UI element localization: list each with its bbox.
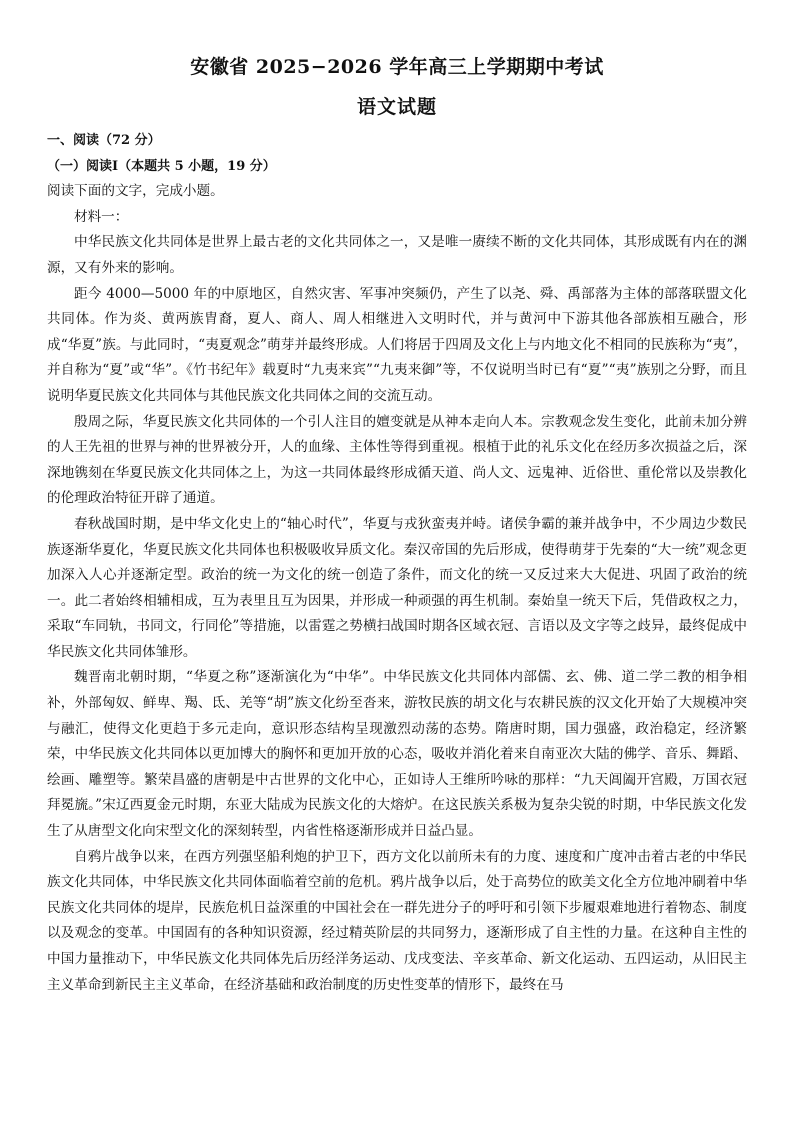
subsection-heading: （一）阅读Ⅰ（本题共 5 小题，19 分） — [47, 158, 276, 174]
material-label: 材料一： — [74, 208, 129, 225]
exam-title: 安徽省 2025−2026 学年高三上学期期中考试 — [190, 56, 604, 78]
paragraph: 春秋战国时期，是中华文化史上的“轴心时代”，华夏与戎狄蛮夷并峙。诸侯争霸的兼并战争中，不少周边少数民族逐渐华夏化，华夏民族文化共同体也积极吸收异质文化。秦汉帝国的先后形成，使得萌芽于先秦的“大一统”观念更加深入人心并逐渐定型。政治的统一为文化的统一创造了条件，而文化的统一又反过来大大促进、巩固了政治的统一。此二者始终相辅相成，互为表里且互为因果，并形成一种顽强的再生机制。秦始皇一统天下后，凭借政权之力，采取“车同轨，书同文，行同伦”等措施，以雷霆之势横扫战国时期各区域衣冠、言语以及文字等之歧异，最终促成中华民族文化共同体雏形。 — [47, 515, 747, 660]
paragraph: 魏晋南北朝时期，“华夏之称”逐渐演化为“中华”。中华民族文化共同体内部儒、玄、佛、道二学二教的相争相补，外部匈奴、鲜卑、羯、氐、羌等“胡”族文化纷至沓来，游牧民族的胡文化与农耕民族的汉文化开始了大规模冲突与融汇，使得文化更趋于多元走向，意识形态结构呈现激烈动荡的态势。隋唐时期，国力强盛，政治稳定，经济繁荣，中华民族文化共同体以更加博大的胸怀和更加开放的心态，吸收并消化着来自南亚次大陆的佛学、音乐、舞蹈、绘画、雕塑等。繁荣昌盛的唐朝是中古世界的文化中心，正如诗人王维所吟咏的那样：“九天阊阖开宫殿，万国衣冠拜冕旒。”宋辽西夏金元时期，东亚大陆成为民族文化的大熔炉。在这民族关系极为复杂尖锐的时期，中华民族文化发生了从唐型文化向宋型文化的深刻转型，内省性格逐渐形成并日益凸显。 — [47, 669, 747, 840]
paragraph: 中华民族文化共同体是世界上最古老的文化共同体之一，又是唯一赓续不断的文化共同体，其形成既有内在的渊源，又有外来的影响。 — [47, 234, 747, 276]
paragraph: 距今 4000—5000 年的中原地区，自然灾害、军事冲突频仍，产生了以尧、舜、禹部落为主体的部落联盟文化共同体。作为炎、黄两族胄裔，夏人、商人、周人相继进入文明时代，并与黄河中下游其他各部族相互融合，形成“华夏”族。与此同时，“夷夏观念”萌芽并最终形成。人们将居于四周及文化上与内地文化不相同的民族称为“夷”，并自称为“夏”或“华”。《竹书纪年》载夏时“九夷来宾”“九夷来御”等，不仅说明当时已有“夏”“夷”族别之分野，而且说明华夏民族文化共同体与其他民族文化共同体之间的交流互动。 — [47, 285, 747, 404]
section-heading: 一、阅读（72 分） — [47, 133, 161, 148]
reading-content — [47, 128, 747, 998]
paragraph: 自鸦片战争以来，在西方列强坚船利炮的护卫下，西方文化以前所未有的力度、速度和广度冲击着古老的中华民族文化共同体，中华民族文化共同体面临着空前的危机。鸦片战争以后，处于高势位的欧美文化全方位地冲刷着中华民族文化共同体的堤岸，民族危机日益深重的中国社会在一群先进分子的呼吁和引领下步履艰难地进行着物态、制度以及观念的变革。中国固有的各种知识资源，经过精英阶层的共同努力，逐渐形成了自主性的力量。在这种自主性的中国力量推动下，中华民族文化共同体先后历经洋务运动、戊戌变法、辛亥革命、新文化运动、五四运动，从旧民主主义革命到新民主主义革命，在经济基础和政治制度的历史性变革的情形下，最终在马 — [47, 848, 747, 993]
paragraph: 殷周之际，华夏民族文化共同体的一个引人注目的嬗变就是从神本走向人本。宗教观念发生变化，此前未加分辨的人王先祖的世界与神的世界被分开，人的血缘、主体性等得到重视。根植于此的礼乐文化在经历多次损益之后，深深地镌刻在华夏民族文化共同体之上，为这一共同体最终形成循天道、尚人文、远鬼神、近俗世、重伦常以及崇教化的伦理政治特征开辟了通道。 — [47, 413, 747, 507]
exam-subtitle: 语文试题 — [356, 96, 437, 118]
instruction-text: 阅读下面的文字，完成小题。 — [47, 183, 224, 200]
